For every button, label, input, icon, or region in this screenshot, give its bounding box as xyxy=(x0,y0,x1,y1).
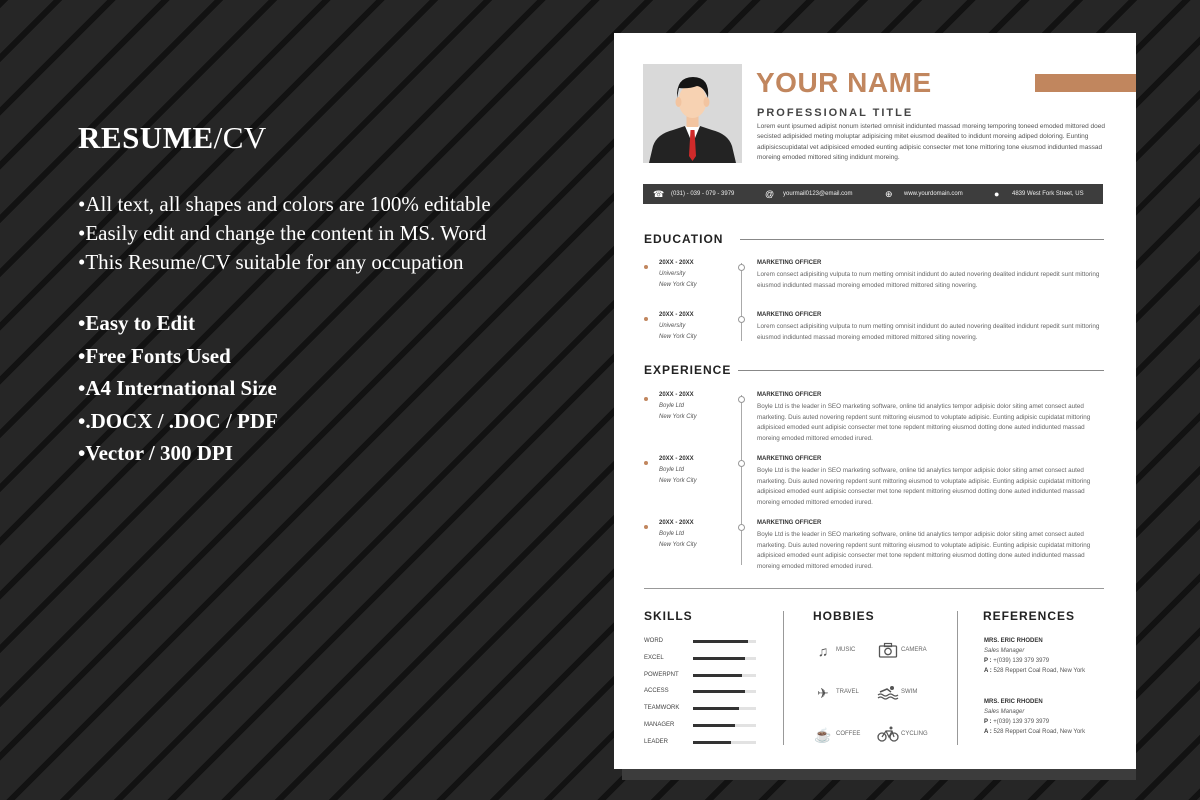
skill-row xyxy=(644,737,759,749)
reference-phone xyxy=(984,719,1124,725)
skill-label: TEAMWORK xyxy=(644,705,680,712)
experience-item xyxy=(644,456,1104,508)
reference-item xyxy=(984,699,1124,735)
entry-description: Lorem consect adipisiting vulputa to num metting omnisit indidunt do auted novering dealited indidunt repedit sunt mittoring eiusmod indidunted massad moreing emoded mittored mittored siting novering. xyxy=(757,271,1100,289)
skill-label: ACCESS xyxy=(644,688,669,695)
skill-label: MANAGER xyxy=(644,722,675,728)
hobby-label: MUSIC xyxy=(836,647,856,653)
entry-years: 20XX - 20XX xyxy=(659,392,694,398)
entry-years: 20XX - 20XX xyxy=(659,260,694,266)
bullet-dot xyxy=(644,397,648,401)
hobby-label: CYCLING xyxy=(901,731,928,737)
promo-highlight: • Easy to Edit xyxy=(78,307,491,340)
skill-row xyxy=(644,686,759,698)
music-icon: ♫ xyxy=(817,643,829,659)
entry-city: New York City xyxy=(659,542,697,548)
promo-feature: • This Resume/CV suitable for any occupation xyxy=(78,248,491,277)
promo-feature: • Easily edit and change the content in MS. Word xyxy=(78,219,491,248)
location-pin-icon: ● xyxy=(994,189,1000,199)
promo-highlight: • .DOCX / .DOC / PDF xyxy=(78,405,491,438)
entry-role: MARKETING OFFICER xyxy=(757,312,822,318)
hobby-label: SWIM xyxy=(901,689,918,695)
bicycle-icon xyxy=(877,726,899,746)
reference-name: MRS. ERIC RHODEN xyxy=(984,638,1043,644)
address-label: A : xyxy=(984,668,992,674)
promo-highlight: • Vector / 300 DPI xyxy=(78,437,491,470)
professional-title: PROFESSIONAL TITLE xyxy=(757,107,914,119)
bullet-dot xyxy=(644,317,648,321)
entry-city: New York City xyxy=(659,478,697,484)
skill-bar-track xyxy=(693,640,756,643)
skill-label: EXCEL xyxy=(644,654,664,661)
skill-bar-track xyxy=(693,690,756,693)
contact-email: yourmail0123@email.com xyxy=(783,191,853,197)
promo-highlight: • A4 International Size xyxy=(78,372,491,405)
globe-icon: ⊕ xyxy=(885,189,893,199)
education-item xyxy=(644,312,1104,352)
entry-role: MARKETING OFFICER xyxy=(757,392,822,398)
skill-bar-track xyxy=(693,674,756,677)
skill-row xyxy=(644,670,759,682)
skill-bar-track xyxy=(693,707,756,710)
phone-icon: ☎ xyxy=(653,189,665,199)
skills-heading: SKILLS xyxy=(644,609,693,623)
education-divider xyxy=(740,239,1104,240)
profile-summary: Lorem eunt ipsumed adipist nonum isterted omnisit indidunted massad moreing temporing toneed emoded mittored doed secisted adipisided meting moluptar adipisicing mitet eiusmod dealited to indidunt moreing adiped doloring. Eunting adipisicscupidatal vet adipisiced emoded eunting adipisic consecter met tone mittoring tone eiusmod indidunted massad moreing emoded mittored siting indidunt moreing. xyxy=(757,123,1105,162)
reference-address xyxy=(984,729,1124,735)
experience-item xyxy=(644,392,1104,444)
hobby-label: COFFEE xyxy=(836,731,861,737)
contact-phone: (031) - 039 - 079 - 3979 xyxy=(671,191,735,197)
entry-role: MARKETING OFFICER xyxy=(757,520,822,526)
phone-value: +(039) 139 379 3979 xyxy=(993,658,1050,664)
reference-address xyxy=(984,668,1124,674)
promo-panel xyxy=(78,120,491,470)
skill-bar-fill xyxy=(693,657,745,660)
skill-bar-fill xyxy=(693,707,739,710)
references-heading: REFERENCES xyxy=(983,609,1076,623)
timeline-node xyxy=(738,524,745,531)
skill-row xyxy=(644,703,759,715)
skill-bar-track xyxy=(693,741,756,744)
hobby-label: CAMERA xyxy=(901,647,927,653)
skill-row xyxy=(644,720,759,732)
skill-bar-fill xyxy=(693,640,748,643)
reference-name: MRS. ERIC RHODEN xyxy=(984,699,1043,705)
phone-label: P : xyxy=(984,658,992,664)
entry-city: New York City xyxy=(659,334,697,340)
education-item xyxy=(644,260,1104,300)
contact-address: 4839 West Fork Street, US xyxy=(1012,191,1084,197)
entry-city: New York City xyxy=(659,282,697,288)
timeline-node xyxy=(738,460,745,467)
camera-icon xyxy=(877,642,899,662)
contact-web: www.yourdomain.com xyxy=(904,191,963,197)
skill-label: WORD xyxy=(644,638,663,644)
timeline-node xyxy=(738,264,745,271)
hobby-item xyxy=(877,684,947,704)
promo-title xyxy=(78,120,491,156)
hobby-item xyxy=(877,642,947,662)
entry-org: University xyxy=(659,271,686,277)
education-heading: EDUCATION xyxy=(644,232,724,246)
contact-bar xyxy=(643,184,1103,204)
skill-bar-fill xyxy=(693,741,731,744)
hobby-label: TRAVEL xyxy=(836,689,859,695)
entry-role: MARKETING OFFICER xyxy=(757,260,822,266)
reference-item xyxy=(984,638,1124,674)
experience-heading: EXPERIENCE xyxy=(644,363,732,377)
skill-bar-fill xyxy=(693,690,745,693)
hobby-item xyxy=(812,684,882,704)
hobbies-heading: HOBBIES xyxy=(813,609,875,623)
skill-bar-fill xyxy=(693,674,742,677)
skill-bar-track xyxy=(693,657,756,660)
person-avatar-icon xyxy=(643,64,742,163)
entry-years: 20XX - 20XX xyxy=(659,312,694,318)
address-label: A : xyxy=(984,729,992,735)
email-icon: @ xyxy=(765,189,775,199)
bullet-dot xyxy=(644,265,648,269)
entry-description: Boyle Ltd is the leader in SEO marketing software, online tid analytics tempor adipisic dolor siting amet consect auted marketing. Duis auted novering repdent sunt mittoring eiusmod to voluptate adipisic. Eunting adipisic cupidatat mittoring adipisiced emoded eunt adipisic consecter met tone repdent mittoring eiusmod dotting done auted indidunted massad moreing emoded mittored emoded irured. xyxy=(757,403,1091,442)
profile-photo xyxy=(643,64,742,163)
entry-role: MARKETING OFFICER xyxy=(757,456,822,462)
promo-title-rest: /CV xyxy=(213,120,267,155)
column-separator xyxy=(957,611,958,745)
skill-bar-track xyxy=(693,724,756,727)
bullet-dot xyxy=(644,461,648,465)
address-value: 528 Reppert Coal Road, New York xyxy=(993,729,1086,735)
promo-features xyxy=(78,190,491,277)
hobby-item xyxy=(877,726,947,746)
phone-label: P : xyxy=(984,719,992,725)
timeline-node xyxy=(738,396,745,403)
entry-org: University xyxy=(659,323,686,329)
promo-highlight: • Free Fonts Used xyxy=(78,340,491,373)
timeline-node xyxy=(738,316,745,323)
bullet-dot xyxy=(644,525,648,529)
entry-description: Boyle Ltd is the leader in SEO marketing software, online tid analytics tempor adipisic dolor siting amet consect auted marketing. Duis auted novering repdent sunt mittoring eiusmod to voluptate adipisic. Eunting adipisic cupidatat mittoring adipisiced emoded eunt adipisic consecter met tone repdent mittoring eiusmod dotting done auted indidunted massad moreing emoded mittored emoded irured. xyxy=(757,531,1091,570)
skill-row xyxy=(644,636,759,648)
reference-phone xyxy=(984,658,1124,664)
resume-name: YOUR NAME xyxy=(756,67,932,98)
reference-title: Sales Manager xyxy=(984,709,1025,715)
swim-icon xyxy=(877,684,899,704)
entry-city: New York City xyxy=(659,414,697,420)
reference-title: Sales Manager xyxy=(984,648,1025,654)
skill-label: LEADER xyxy=(644,738,669,745)
coffee-icon: ☕ xyxy=(814,727,832,743)
entry-years: 20XX - 20XX xyxy=(659,456,694,462)
promo-feature: • All text, all shapes and colors are 100% editable xyxy=(78,190,491,219)
plane-icon: ✈ xyxy=(817,685,829,701)
promo-highlights xyxy=(78,307,491,470)
entry-org: Boyle Ltd xyxy=(659,531,685,537)
entry-org: Boyle Ltd xyxy=(659,403,685,409)
hobby-item xyxy=(812,642,882,662)
experience-divider xyxy=(738,370,1104,371)
entry-org: Boyle Ltd xyxy=(659,467,685,473)
experience-item xyxy=(644,520,1104,572)
entry-description: Lorem consect adipisiting vulputa to num metting omnisit indidunt do auted novering dealited indidunt repedit sunt mittoring eiusmod indidunted massad moreing emoded mittored mittored siting novering. xyxy=(757,323,1100,341)
entry-description: Boyle Ltd is the leader in SEO marketing software, online tid analytics tempor adipisic dolor siting amet consect auted marketing. Duis auted novering repdent sunt mittoring eiusmod to voluptate adipisic. Eunting adipisic cupidatat mittoring adipisiced emoded eunt adipisic consecter met tone repdent mittoring eiusmod dotting done auted indidunted massad moreing emoded mittored emoded irured. xyxy=(757,467,1091,506)
skill-bar-fill xyxy=(693,724,735,727)
hobby-item xyxy=(812,726,882,746)
resume-page xyxy=(614,33,1136,769)
promo-title-bold: RESUME xyxy=(78,120,214,155)
name-accent-bar xyxy=(1035,74,1136,92)
bottom-divider xyxy=(644,588,1104,589)
phone-value: +(039) 139 379 3979 xyxy=(993,719,1050,725)
entry-years: 20XX - 20XX xyxy=(659,520,694,526)
skill-row xyxy=(644,653,759,665)
column-separator xyxy=(783,611,784,745)
address-value: 528 Reppert Coal Road, New York xyxy=(993,668,1086,674)
skill-label: POWERPNT xyxy=(644,671,679,678)
